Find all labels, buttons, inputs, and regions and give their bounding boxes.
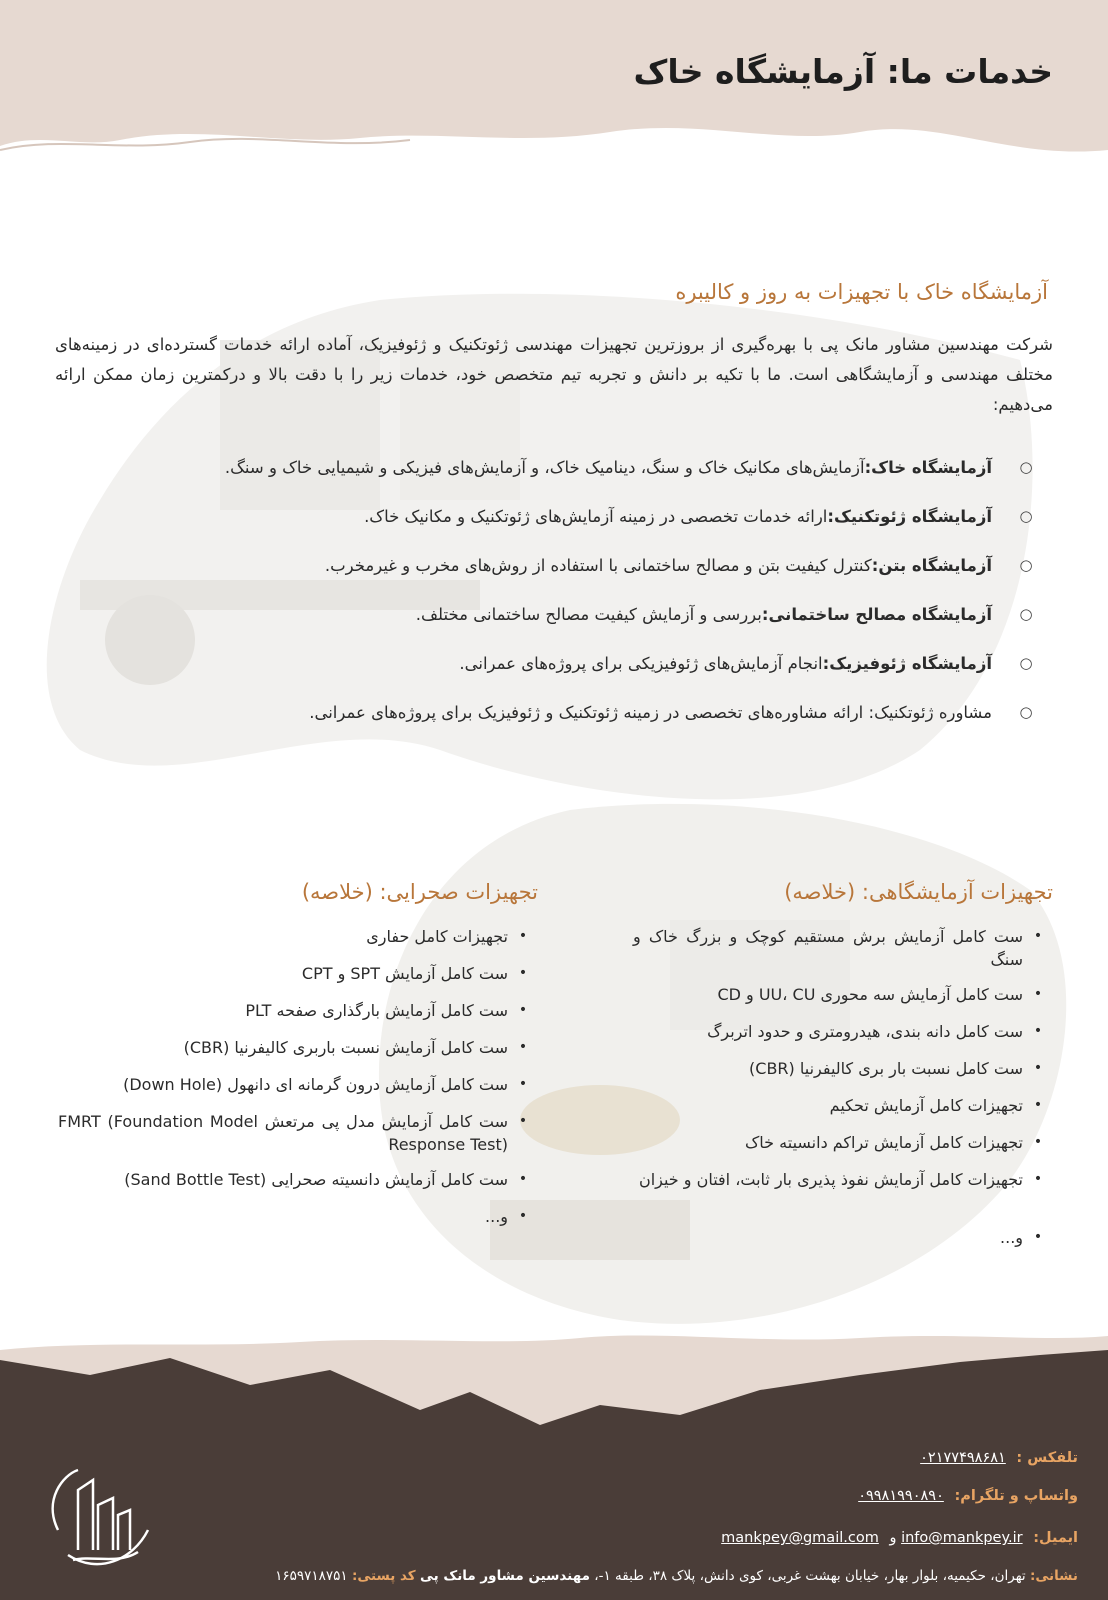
field-equipment-list xyxy=(58,925,538,1235)
service-title: آزمایشگاه ژئوفیزیک: xyxy=(822,654,992,673)
field-equipment-heading: تجهیزات صحرایی: (خلاصه) xyxy=(301,880,538,904)
bullet-icon: • xyxy=(518,1076,528,1092)
service-description: بررسی و آزمایش کیفیت مصالح ساختمانی مختلف. xyxy=(415,605,762,624)
list-item xyxy=(633,1094,1053,1131)
list-item xyxy=(58,1168,538,1205)
list-item xyxy=(633,983,1053,1020)
phone-label: تلفکس : xyxy=(1016,1450,1078,1466)
page-header xyxy=(0,0,1108,170)
circle-bullet-icon: ○ xyxy=(1019,605,1033,623)
email-link-1[interactable]: info@mankpey.ir xyxy=(901,1530,1023,1546)
postal-label: کد پستی: xyxy=(351,1568,416,1584)
bullet-icon: • xyxy=(1033,1229,1043,1245)
bullet-icon: • xyxy=(1033,1171,1043,1187)
page-title: خدمات ما: آزمایشگاه خاک xyxy=(633,52,1053,91)
list-item-text: ست کامل آزمایش SPT و CPT xyxy=(301,964,508,983)
list-item-text: تجهیزات کامل آزمایش تراکم دانسیته خاک xyxy=(744,1133,1023,1152)
list-item-text: ست کامل نسبت بار بری کالیفرنیا (CBR) xyxy=(749,1059,1023,1078)
list-item-text: ست کامل آزمایش برش مستقیم کوچک و بزرگ خاک و سنگ xyxy=(633,927,1023,969)
lab-equipment-heading: تجهیزات آزمایشگاهی: (خلاصه) xyxy=(784,880,1053,904)
service-description: آزمایش‌های مکانیک خاک و سنگ، دینامیک خاک، و آزمایش‌های فیزیکی و شیمیایی خاک و سنگ. xyxy=(224,458,865,477)
list-item xyxy=(58,925,538,962)
phone-link[interactable]: ۰۲۱۷۷۴۹۸۶۸۱ xyxy=(920,1450,1006,1466)
list-item xyxy=(58,962,538,999)
service-title: آزمایشگاه بتن: xyxy=(871,556,992,575)
list-item xyxy=(38,556,1038,605)
bullet-icon: • xyxy=(1033,1134,1043,1150)
bullet-icon: • xyxy=(1033,1097,1043,1113)
bullet-icon: • xyxy=(1033,928,1043,944)
list-item-text: تجهیزات کامل آزمایش تحکیم xyxy=(829,1096,1023,1115)
list-item xyxy=(38,703,1038,752)
email-link-2[interactable]: mankpey@gmail.com xyxy=(721,1530,879,1546)
list-item-text: ست کامل آزمایش بارگذاری صفحه PLT xyxy=(245,1001,508,1020)
list-item xyxy=(58,1205,538,1235)
list-item xyxy=(633,925,1053,983)
company-logo-icon xyxy=(38,1460,158,1580)
bullet-icon: • xyxy=(518,928,528,944)
circle-bullet-icon: ○ xyxy=(1019,458,1033,476)
email-label: ایمیل: xyxy=(1033,1530,1078,1546)
list-item xyxy=(38,507,1038,556)
list-item xyxy=(633,1168,1053,1226)
footer-email xyxy=(721,1530,1078,1546)
list-item xyxy=(633,1226,1053,1256)
service-description: مشاوره ژئوتکنیک: ارائه مشاوره‌های تخصصی در زمینه ژئوتکنیک و ژئوفیزیک برای پروژه‌های عمرانی. xyxy=(309,703,992,722)
service-title: آزمایشگاه خاک: xyxy=(864,458,992,477)
bullet-icon: • xyxy=(518,1171,528,1187)
list-item xyxy=(38,654,1038,703)
service-description: انجام آزمایش‌های ژئوفیزیکی برای پروژه‌های عمرانی. xyxy=(459,654,823,673)
service-title: آزمایشگاه مصالح ساختمانی: xyxy=(761,605,992,624)
lab-equipment-list xyxy=(633,925,1053,1256)
list-item xyxy=(633,1020,1053,1057)
list-item-text: تجهیزات کامل آزمایش نفوذ پذیری بار ثابت، افتان و خیزان xyxy=(638,1170,1023,1189)
circle-bullet-icon: ○ xyxy=(1019,556,1033,574)
service-description: کنترل کیفیت بتن و مصالح ساختمانی با استفاده از روش‌های مخرب و غیرمخرب. xyxy=(324,556,872,575)
postal-code: ۱۶۵۹۷۱۸۷۵۱ xyxy=(275,1568,348,1584)
services-list xyxy=(38,458,1038,752)
circle-bullet-icon: ○ xyxy=(1019,654,1033,672)
list-item xyxy=(633,1131,1053,1168)
bullet-icon: • xyxy=(1033,1060,1043,1076)
bullet-icon: • xyxy=(518,965,528,981)
circle-bullet-icon: ○ xyxy=(1019,507,1033,525)
list-item xyxy=(58,1036,538,1073)
service-title: آزمایشگاه ژئوتکنیک: xyxy=(827,507,992,526)
address-text: تهران، حکیمیه، بلوار بهار، خیابان بهشت غربی، کوی دانش، پلاک ۳۸، طبقه ۱-، xyxy=(594,1568,1026,1584)
address-label: نشانی: xyxy=(1029,1568,1078,1584)
list-item xyxy=(58,1073,538,1110)
list-item-text: ست کامل آزمایش مدل پی مرتعش FMRT (Foundation Model Response Test) xyxy=(58,1112,508,1154)
service-description: ارائه خدمات تخصصی در زمینه آزمایش‌های ژئوتکنیک و مکانیک خاک. xyxy=(364,507,828,526)
footer-phone xyxy=(920,1450,1078,1466)
footer-messenger xyxy=(858,1488,1078,1504)
bullet-icon: • xyxy=(1033,1023,1043,1039)
list-item-text: و... xyxy=(485,1207,508,1226)
list-item xyxy=(58,999,538,1036)
bullet-icon: • xyxy=(1033,986,1043,1002)
list-item xyxy=(58,1110,538,1168)
list-item-text: و... xyxy=(1000,1228,1023,1247)
company-name: مهندسین مشاور مانک پی xyxy=(419,1568,590,1584)
list-item-text: ست کامل آزمایش دانسیته صحرایی (Sand Bottle Test) xyxy=(124,1170,508,1189)
intro-paragraph: شرکت مهندسین مشاور مانک پی با بهره‌گیری از بروزترین تجهیزات مهندسی ژئوتکنیک و ژئوفیزیک، آماده ارائه خدمات گسترده‌ای در زمینه‌های مختلف مهندسی و آزمایشگاهی است. ما با تکیه بر دانش و تجربه تیم متخصص خود، خدمات زیر را با دقت بالا و درکمترین زمان ممکن ارائه می‌دهیم: xyxy=(55,335,1053,414)
messenger-label: واتساپ و تلگرام: xyxy=(954,1488,1078,1504)
list-item-text: ست کامل آزمایش درون گرمانه ای دانهول (Down Hole) xyxy=(123,1075,508,1094)
list-item-text: تجهیزات کامل حفاری xyxy=(366,927,508,946)
list-item-text: ست کامل آزمایش نسبت باربری کالیفرنیا (CBR) xyxy=(183,1038,508,1057)
intro-heading: آزمایشگاه خاک با تجهیزات به روز و کالیبره xyxy=(675,280,1048,304)
list-item-text: ست کامل دانه بندی، هیدرومتری و حدود اتربرگ xyxy=(707,1022,1023,1041)
messenger-link[interactable]: ۰۹۹۸۱۹۹۰۸۹۰ xyxy=(858,1488,944,1504)
bullet-icon: • xyxy=(518,1113,528,1129)
list-item-text: ست کامل آزمایش سه محوری UU، CU و CD xyxy=(717,985,1023,1004)
bullet-icon: • xyxy=(518,1208,528,1224)
footer-address xyxy=(275,1568,1078,1584)
circle-bullet-icon: ○ xyxy=(1019,703,1033,721)
bullet-icon: • xyxy=(518,1039,528,1055)
email-separator: و xyxy=(889,1530,897,1546)
bullet-icon: • xyxy=(518,1002,528,1018)
list-item xyxy=(633,1057,1053,1094)
list-item xyxy=(38,458,1038,507)
list-item xyxy=(38,605,1038,654)
